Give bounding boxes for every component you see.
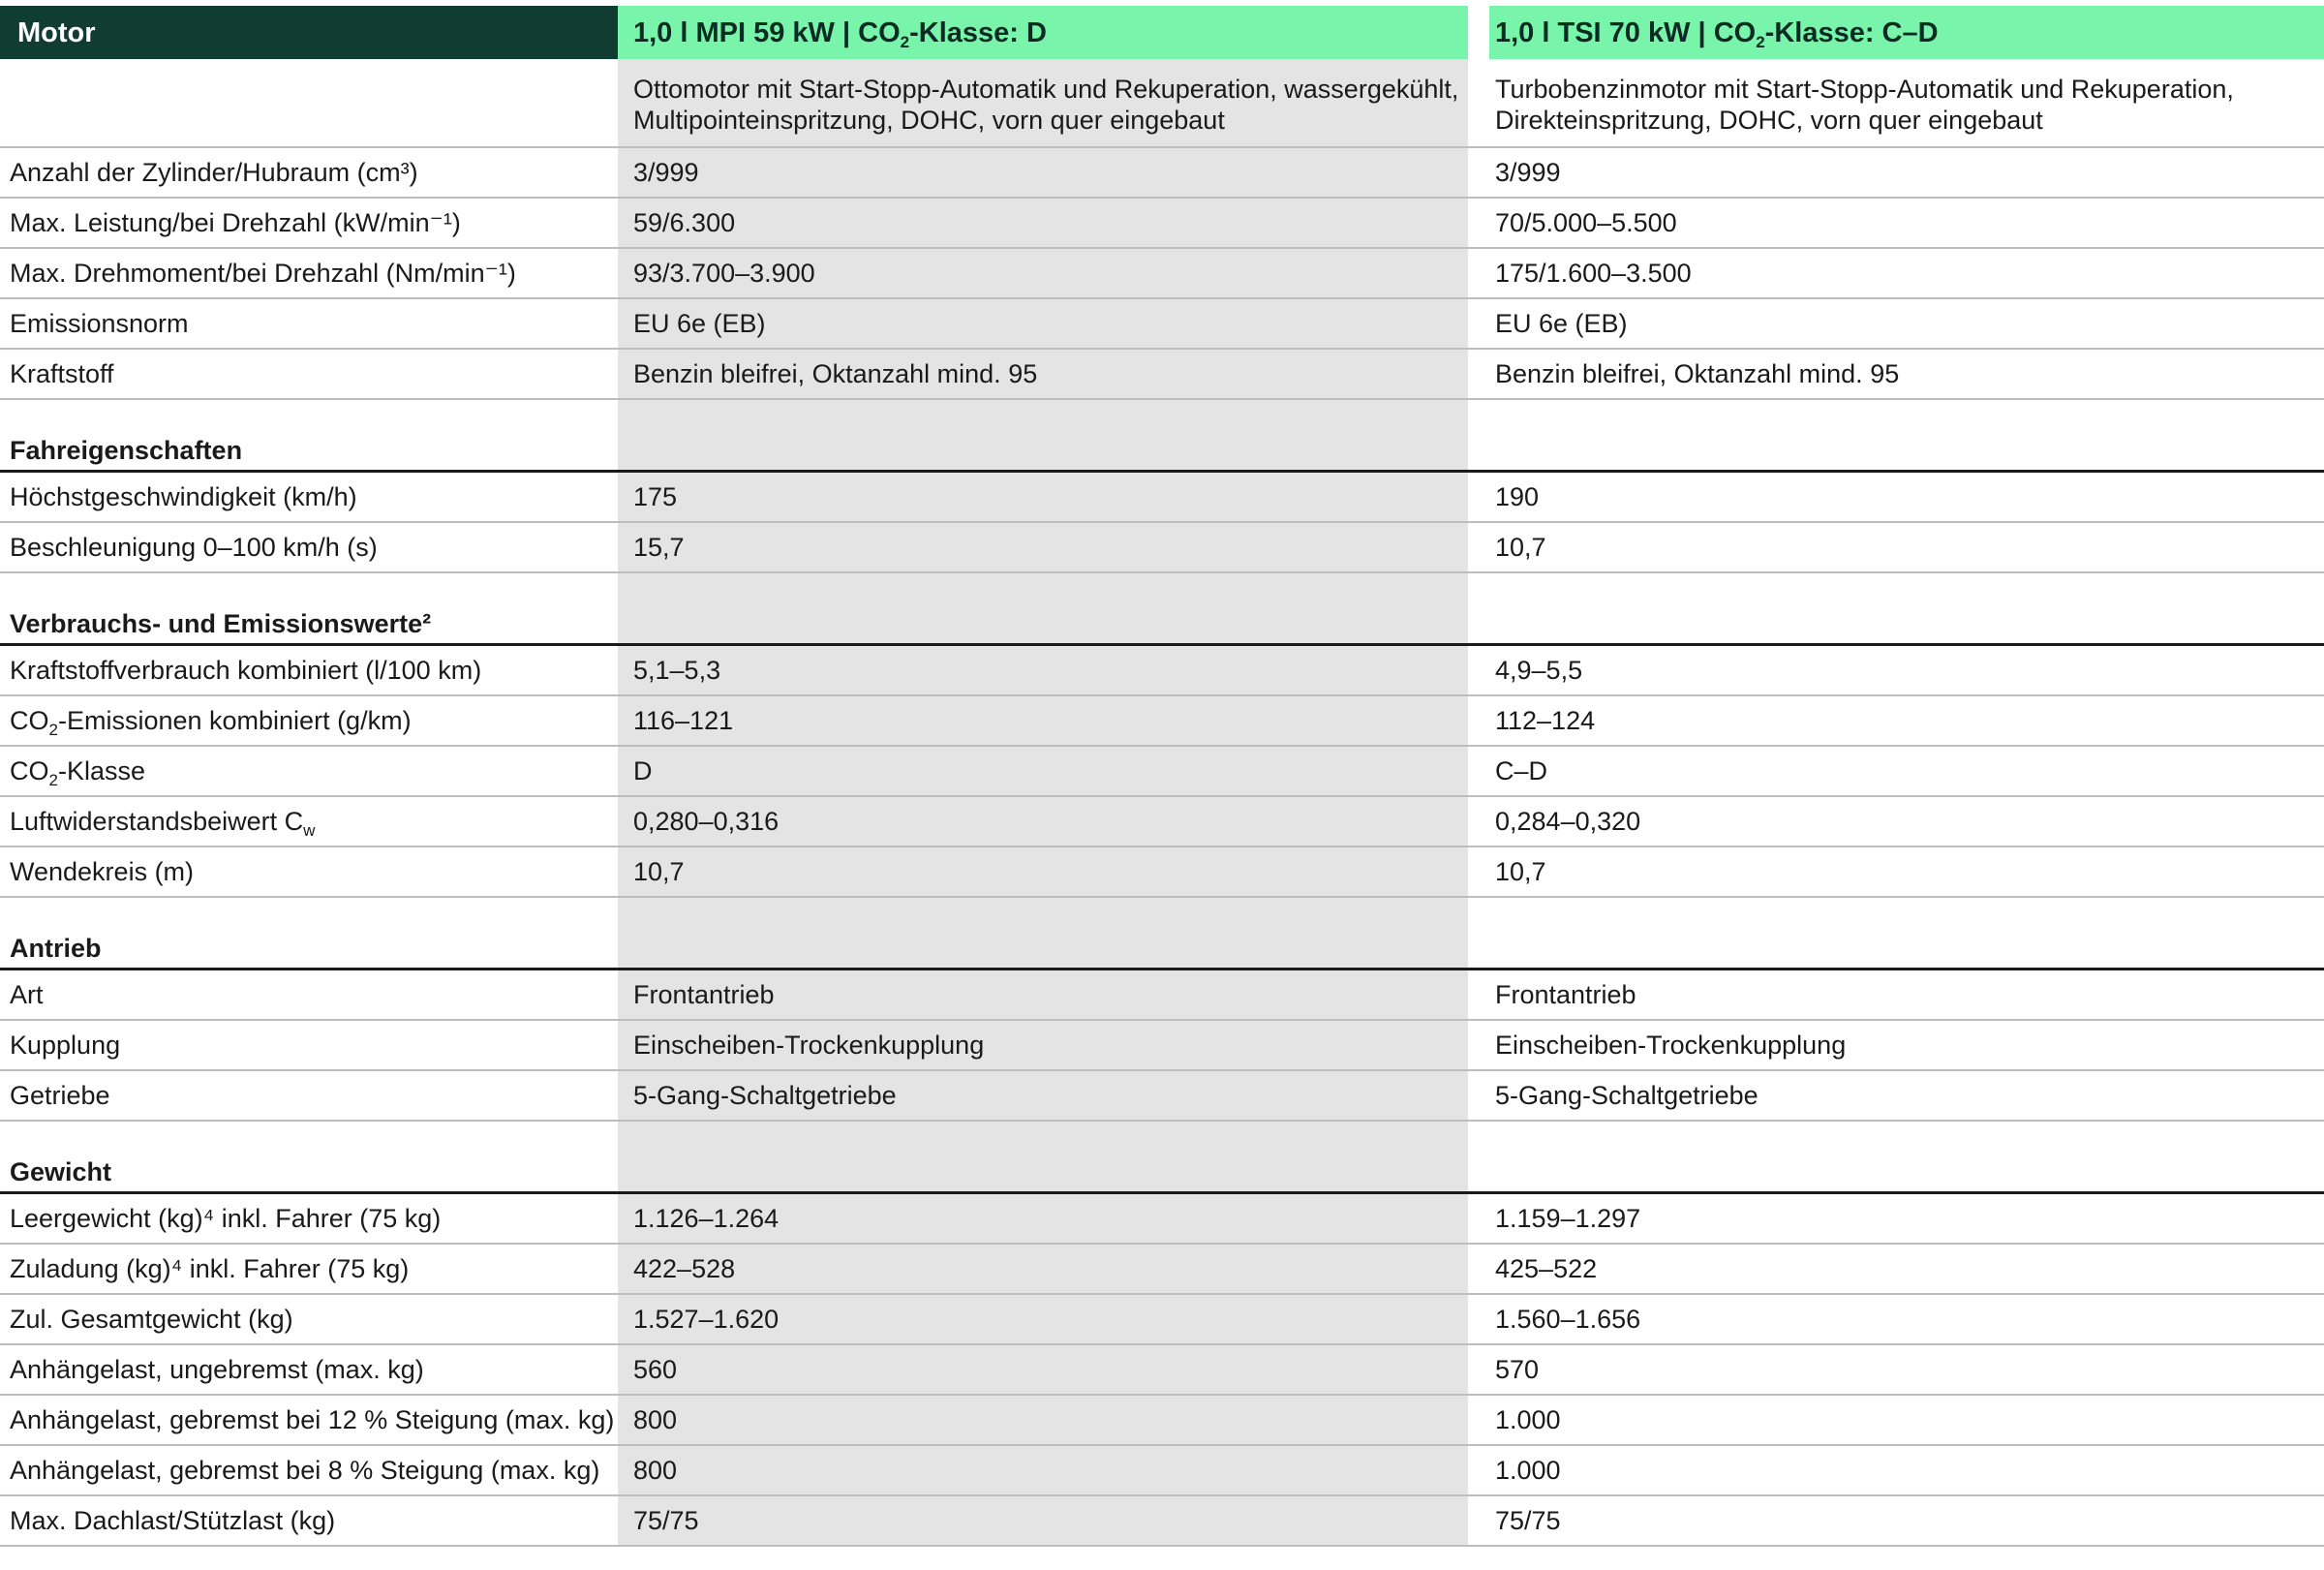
- antrieb-section-title: Antrieb: [0, 897, 618, 970]
- table-row: [0, 349, 2324, 399]
- table-row: [0, 1344, 2324, 1395]
- gewicht-label: Anhängelast, gebremst bei 12 % Steigung (max. kg): [0, 1395, 618, 1445]
- table-row: [0, 1020, 2324, 1070]
- gap-cell: [1468, 298, 1489, 349]
- gewicht-label: Anhängelast, gebremst bei 8 % Steigung (max. kg): [0, 1445, 618, 1495]
- motor-value-engine1: 3/999: [618, 147, 1468, 198]
- gap-cell: [1468, 1445, 1489, 1495]
- spec-table: [0, 6, 2324, 1547]
- table-row: [0, 472, 2324, 523]
- section-row: [0, 399, 2324, 472]
- gap-cell: [1468, 897, 1489, 970]
- antrieb-label: Kupplung: [0, 1020, 618, 1070]
- gap-cell: [1468, 1395, 1489, 1445]
- gewicht-value-engine2: 75/75: [1489, 1495, 2324, 1546]
- label-text: CO: [10, 756, 49, 785]
- gap-cell: [1468, 796, 1489, 847]
- motor-value-engine2: 3/999: [1489, 147, 2324, 198]
- motor-value-engine1: Benzin bleifrei, Oktanzahl mind. 95: [618, 349, 1468, 399]
- table-row: [0, 695, 2324, 746]
- gewicht-label: Max. Dachlast/Stützlast (kg): [0, 1495, 618, 1546]
- section-row: [0, 897, 2324, 970]
- motor-label: Emissionsnorm: [0, 298, 618, 349]
- gap-cell: [1468, 349, 1489, 399]
- label-text: -Emissionen kombiniert (g/km): [57, 706, 412, 735]
- table-row: [0, 1395, 2324, 1445]
- section-shade: [618, 897, 1468, 970]
- verbrauch-value-engine1: 0,280–0,316: [618, 796, 1468, 847]
- table-row: [0, 1244, 2324, 1294]
- label-text: -Klasse: [57, 756, 145, 785]
- verbrauch-value-engine2: C–D: [1489, 746, 2324, 796]
- verbrauch-label: Kraftstoffverbrauch kombiniert (l/100 km): [0, 645, 618, 696]
- label-subscript: 2: [48, 721, 58, 739]
- section-blank: [1489, 897, 2324, 970]
- table-row: [0, 645, 2324, 696]
- gap-cell: [1468, 59, 1489, 147]
- section-row: [0, 1121, 2324, 1193]
- table-row: [0, 847, 2324, 897]
- verbrauch-value-engine2: 0,284–0,320: [1489, 796, 2324, 847]
- verbrauch-value-engine2: 4,9–5,5: [1489, 645, 2324, 696]
- table-row: [0, 796, 2324, 847]
- fahreigenschaften-value-engine2: 190: [1489, 472, 2324, 523]
- table-row: [0, 1070, 2324, 1121]
- antrieb-value-engine2: 5-Gang-Schaltgetriebe: [1489, 1070, 2324, 1121]
- table-row: [0, 970, 2324, 1021]
- gewicht-value-engine1: 800: [618, 1445, 1468, 1495]
- gap-cell: [1468, 472, 1489, 523]
- table-row: [0, 522, 2324, 572]
- fahreigenschaften-label: Beschleunigung 0–100 km/h (s): [0, 522, 618, 572]
- motor-value-engine2: 70/5.000–5.500: [1489, 198, 2324, 248]
- verbrauch-value-engine1: 5,1–5,3: [618, 645, 1468, 696]
- gewicht-value-engine1: 75/75: [618, 1495, 1468, 1546]
- gap-cell: [1468, 1193, 1489, 1245]
- verbrauch-value-engine1: 116–121: [618, 695, 1468, 746]
- label-subscript: w: [303, 821, 316, 840]
- table-row: [0, 1294, 2324, 1344]
- antrieb-value-engine1: Frontantrieb: [618, 970, 1468, 1021]
- gewicht-value-engine2: 1.560–1.656: [1489, 1294, 2324, 1344]
- motor-value-engine1: 93/3.700–3.900: [618, 248, 1468, 298]
- engine1-header: 1,0 l MPI 59 kW | $CO_2$-Klasse: D: [618, 6, 1468, 59]
- gewicht-label: Zul. Gesamtgewicht (kg): [0, 1294, 618, 1344]
- table-row: [0, 147, 2324, 198]
- gewicht-label: Zuladung (kg)⁴ inkl. Fahrer (75 kg): [0, 1244, 618, 1294]
- gewicht-value-engine2: 1.159–1.297: [1489, 1193, 2324, 1245]
- verbrauch-value-engine2: 10,7: [1489, 847, 2324, 897]
- motor-label: Kraftstoff: [0, 349, 618, 399]
- antrieb-value-engine1: 5-Gang-Schaltgetriebe: [618, 1070, 1468, 1121]
- gap-cell: [1468, 572, 1489, 645]
- motor-value-engine2: 175/1.600–3.500: [1489, 248, 2324, 298]
- gewicht-value-engine2: 425–522: [1489, 1244, 2324, 1294]
- section-row: [0, 572, 2324, 645]
- description-label: [0, 59, 618, 147]
- gewicht-label: Anhängelast, ungebremst (max. kg): [0, 1344, 618, 1395]
- antrieb-value-engine2: Einscheiben-Trockenkupplung: [1489, 1020, 2324, 1070]
- motor-label: Anzahl der Zylinder/Hubraum (cm³): [0, 147, 618, 198]
- table-row: [0, 1193, 2324, 1245]
- gap-cell: [1468, 1344, 1489, 1395]
- motor-value-engine1: EU 6e (EB): [618, 298, 1468, 349]
- verbrauch-label: [0, 695, 618, 746]
- engine2-header: 1,0 l TSI 70 kW | $CO_2$-Klasse: C–D: [1489, 6, 2324, 59]
- verbrauch-value-engine1: D: [618, 746, 1468, 796]
- verbrauch-label: [0, 796, 618, 847]
- gewicht-section-title: Gewicht: [0, 1121, 618, 1193]
- gap-cell: [1468, 198, 1489, 248]
- gewicht-value-engine1: 800: [618, 1395, 1468, 1445]
- gap-cell: [1468, 1020, 1489, 1070]
- gewicht-value-engine2: 570: [1489, 1344, 2324, 1395]
- gap-cell: [1468, 522, 1489, 572]
- section-shade: [618, 399, 1468, 472]
- motor-value-engine1: 59/6.300: [618, 198, 1468, 248]
- gap-cell: [1468, 645, 1489, 696]
- gap-cell: [1468, 970, 1489, 1021]
- gap-cell: [1468, 1070, 1489, 1121]
- gewicht-value-engine1: 422–528: [618, 1244, 1468, 1294]
- table-row: [0, 298, 2324, 349]
- verbrauch-section-title: Verbrauchs- und Emissionswerte²: [0, 572, 618, 645]
- gap-cell: [1468, 399, 1489, 472]
- header-gap: [1468, 6, 1489, 59]
- table-row: [0, 1445, 2324, 1495]
- gap-cell: [1468, 147, 1489, 198]
- motor-header: Motor: [0, 6, 618, 59]
- gap-cell: [1468, 248, 1489, 298]
- gewicht-value-engine2: 1.000: [1489, 1395, 2324, 1445]
- gap-cell: [1468, 1495, 1489, 1546]
- motor-label: Max. Drehmoment/bei Drehzahl (Nm/min⁻¹): [0, 248, 618, 298]
- section-blank: [1489, 1121, 2324, 1193]
- gewicht-label: Leergewicht (kg)⁴ inkl. Fahrer (75 kg): [0, 1193, 618, 1245]
- section-shade: [618, 1121, 1468, 1193]
- antrieb-value-engine2: Frontantrieb: [1489, 970, 2324, 1021]
- label-text: Luftwiderstandsbeiwert C: [10, 807, 304, 836]
- gewicht-value-engine1: 1.126–1.264: [618, 1193, 1468, 1245]
- motor-value-engine2: Benzin bleifrei, Oktanzahl mind. 95: [1489, 349, 2324, 399]
- fahreigenschaften-value-engine1: 175: [618, 472, 1468, 523]
- antrieb-value-engine1: Einscheiben-Trockenkupplung: [618, 1020, 1468, 1070]
- antrieb-label: Getriebe: [0, 1070, 618, 1121]
- section-blank: [1489, 399, 2324, 472]
- fahreigenschaften-value-engine2: 10,7: [1489, 522, 2324, 572]
- gap-cell: [1468, 1121, 1489, 1193]
- description-row: [0, 59, 2324, 147]
- antrieb-label: Art: [0, 970, 618, 1021]
- fahreigenschaften-section-title: Fahreigenschaften: [0, 399, 618, 472]
- gewicht-value-engine2: 1.000: [1489, 1445, 2324, 1495]
- verbrauch-value-engine2: 112–124: [1489, 695, 2324, 746]
- table-row: [0, 248, 2324, 298]
- gap-cell: [1468, 695, 1489, 746]
- fahreigenschaften-value-engine1: 15,7: [618, 522, 1468, 572]
- verbrauch-value-engine1: 10,7: [618, 847, 1468, 897]
- verbrauch-label: [0, 746, 618, 796]
- table-row: [0, 1495, 2324, 1546]
- table-row: [0, 198, 2324, 248]
- motor-value-engine2: EU 6e (EB): [1489, 298, 2324, 349]
- gewicht-value-engine1: 1.527–1.620: [618, 1294, 1468, 1344]
- gap-cell: [1468, 1244, 1489, 1294]
- label-text: CO: [10, 706, 49, 735]
- section-shade: [618, 572, 1468, 645]
- header-row: [0, 6, 2324, 59]
- engine1-description: Ottomotor mit Start-Stopp-Automatik und Rekuperation, wassergekühlt, Multipointeinspritzung, DOHC, vorn quer eingebaut: [618, 59, 1468, 147]
- verbrauch-label: Wendekreis (m): [0, 847, 618, 897]
- fahreigenschaften-label: Höchstgeschwindigkeit (km/h): [0, 472, 618, 523]
- engine2-description: Turbobenzinmotor mit Start-Stopp-Automatik und Rekuperation, Direkteinspritzung, DOHC, vorn quer eingebaut: [1489, 59, 2324, 147]
- gap-cell: [1468, 847, 1489, 897]
- motor-label: Max. Leistung/bei Drehzahl (kW/min⁻¹): [0, 198, 618, 248]
- section-blank: [1489, 572, 2324, 645]
- table-row: [0, 746, 2324, 796]
- label-subscript: 2: [48, 771, 58, 789]
- gap-cell: [1468, 746, 1489, 796]
- gap-cell: [1468, 1294, 1489, 1344]
- gewicht-value-engine1: 560: [618, 1344, 1468, 1395]
